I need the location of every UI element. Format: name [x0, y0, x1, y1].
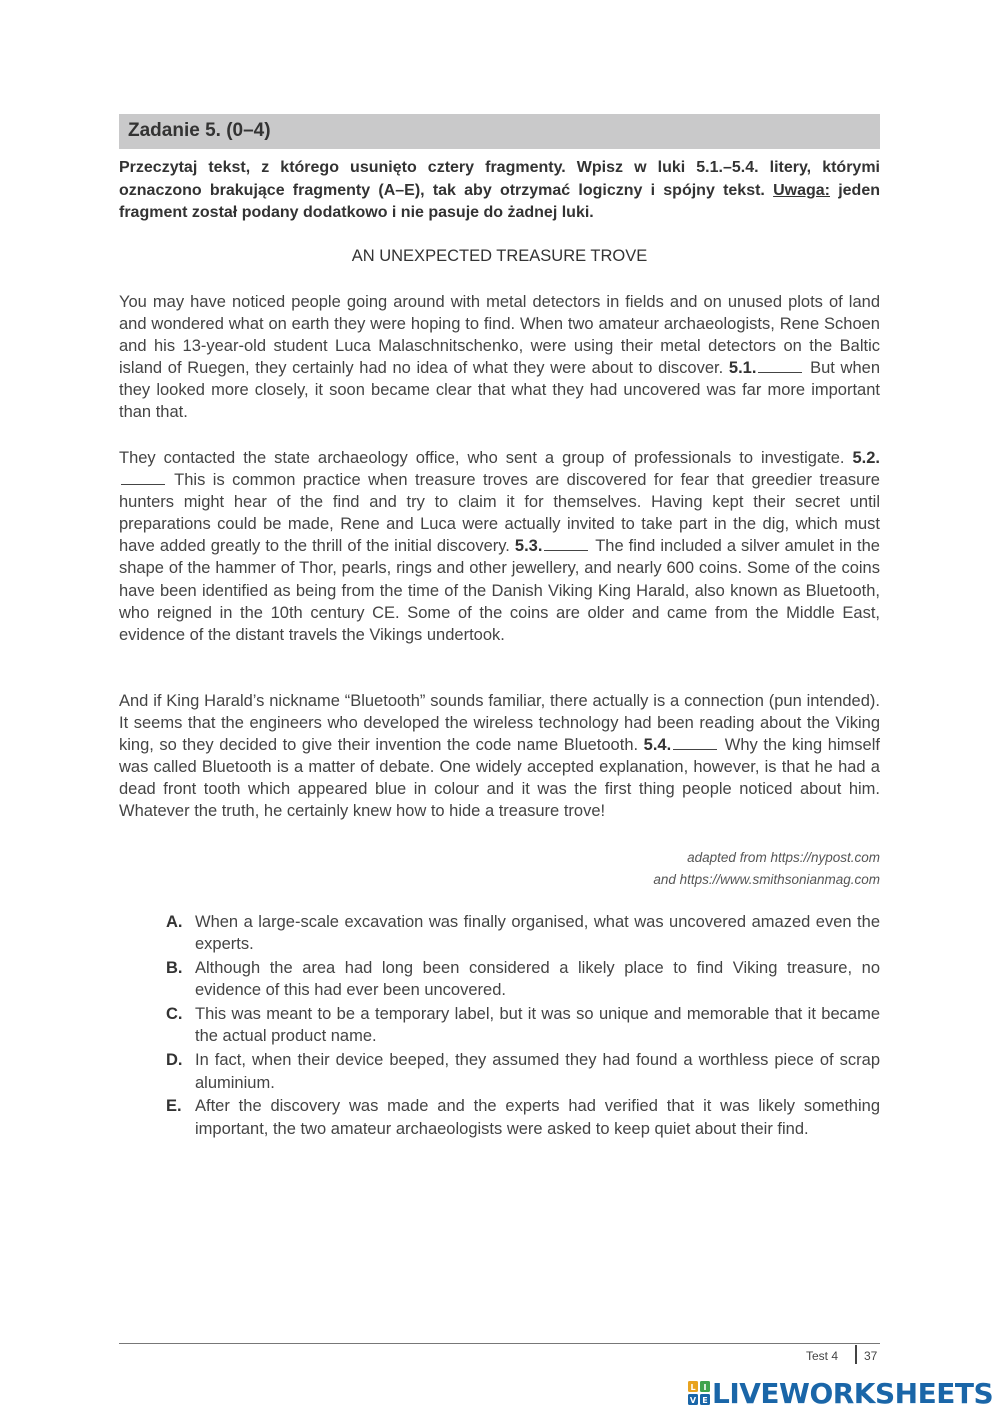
gap-label-5-1: 5.1. — [728, 359, 757, 378]
gap-5-1-blank[interactable] — [758, 358, 802, 373]
footer-separator — [855, 1345, 857, 1364]
source-line-1: adapted from https://nypost.com — [687, 850, 880, 865]
paragraph-text: You may have noticed people going around with metal detectors in fields and on unused plots of land and wondered what on earth they were hoping to find. When two amateur archaeologists, Rene Schoen and his 13-year-old student Luca Malaschnitschenko, were using their metal detectors on the Baltic island of Ruegen, they certainly had no idea of what they were about to discover. — [119, 293, 880, 378]
liveworksheets-logo[interactable] — [688, 1378, 993, 1408]
option-letter: A. — [166, 913, 183, 931]
option-letter: B. — [166, 959, 183, 978]
task-instructions — [119, 157, 880, 225]
option-letter: C. — [166, 1005, 183, 1024]
svg-text:E: E — [702, 1396, 708, 1405]
option-a — [166, 911, 880, 956]
paragraph-text: The find included a silver amulet in the shape of the hammer of Thor, pearls, rings and other jewellery, and nearly 600 coins. Some of the coins have been identified as being from the time of the Danish Viking King Harald, also known as Bluetooth, who reigned in the 10th century CE. Some of the coins are older and came from the Middle East, evidence of the distant travels the Vikings undertook. — [119, 537, 880, 644]
option-b — [166, 957, 880, 1002]
liveworksheets-icon — [688, 1381, 710, 1405]
task-header-bar — [119, 114, 880, 149]
page-number: 37 — [864, 1349, 878, 1363]
gap-5-2-blank[interactable] — [121, 470, 165, 485]
source-line-2: and https://www.smithsonianmag.com — [653, 872, 880, 887]
gap-5-3-blank[interactable] — [544, 536, 588, 551]
gap-label-5-4: 5.4. — [643, 736, 672, 755]
svg-text:I: I — [703, 1383, 707, 1392]
option-letter: D. — [166, 1051, 183, 1070]
option-c — [166, 1003, 880, 1048]
option-e — [166, 1095, 880, 1140]
paragraph-text: But when they looked more closely, it soon became clear that what they had uncovered was far more important than that. — [119, 359, 880, 422]
svg-text:L: L — [690, 1383, 696, 1392]
paragraph-text: And if King Harald’s nickname “Bluetooth” sounds familiar, there actually is a connection (pun intended). It seems that the engineers who developed the wireless technology had been reading about the Viking king, so they decided to give their invention the code name Bluetooth. — [119, 692, 880, 755]
article-paragraph-1 — [119, 291, 880, 424]
footer-test-label: Test 4 — [806, 1349, 839, 1363]
option-text: When a large-scale excavation was finally organised, what was uncovered amazed even the experts. — [195, 913, 880, 954]
article-paragraph-3 — [119, 690, 880, 823]
gap-label-5-3: 5.3. — [514, 537, 543, 556]
paragraph-text: This is common practice when treasure troves are discovered for fear that greedier treasure hunters might hear of the find and try to claim it for themselves. Having kept their secret until preparations could be made, Rene and Luca were actually invited to take part in the dig, which must have added greatly to the thrill of the initial discovery. — [119, 471, 880, 556]
liveworksheets-wordmark: LIVEWORKSHEETS — [712, 1376, 994, 1410]
option-text: In fact, when their device beeped, they assumed they had found a worthless piece of scrap aluminium. — [195, 1051, 880, 1092]
instructions-main: Przeczytaj tekst, z którego usunięto cztery fragmenty. Wpisz w luki 5.1.–5.4. litery, którymi oznaczono brakujące fragmenty (A–E), tak aby otrzymać logiczny i spójny tekst. — [119, 159, 880, 199]
option-d — [166, 1049, 880, 1094]
svg-text:V: V — [689, 1396, 697, 1405]
footer-divider — [119, 1343, 880, 1344]
gap-5-4-blank[interactable] — [673, 735, 717, 750]
note-label: Uwaga: — [773, 181, 830, 199]
paragraph-text: Why the king himself was called Bluetooth is a matter of debate. One widely accepted explanation, however, is that he had a dead front tooth which appeared blue in colour and it was the first thing people noticed about him. Whatever the truth, he certainly knew how to hide a treasure trove! — [119, 736, 880, 821]
option-text: After the discovery was made and the experts had verified that it was likely something important, the two amateur archaeologists were asked to keep quiet about their find. — [195, 1097, 880, 1138]
note-text: jeden fragment został podany dodatkowo i nie pasuje do żadnej luki. — [119, 181, 880, 221]
task-title: Zadanie 5. (0–4) — [128, 120, 271, 141]
option-letter: E. — [166, 1097, 182, 1116]
paragraph-text: They contacted the state archaeology office, who sent a group of professionals to investigate. — [119, 449, 845, 467]
answer-options-list — [166, 911, 880, 1141]
article-paragraph-2 — [119, 447, 880, 646]
option-text: Although the area had long been considered a likely place to find Viking treasure, no evidence of this had ever been uncovered. — [195, 959, 880, 1000]
option-text: This was meant to be a temporary label, but it was so unique and memorable that it became the actual product name. — [195, 1005, 880, 1046]
article-title: AN UNEXPECTED TREASURE TROVE — [351, 247, 648, 265]
gap-label-5-2: 5.2. — [852, 449, 880, 467]
